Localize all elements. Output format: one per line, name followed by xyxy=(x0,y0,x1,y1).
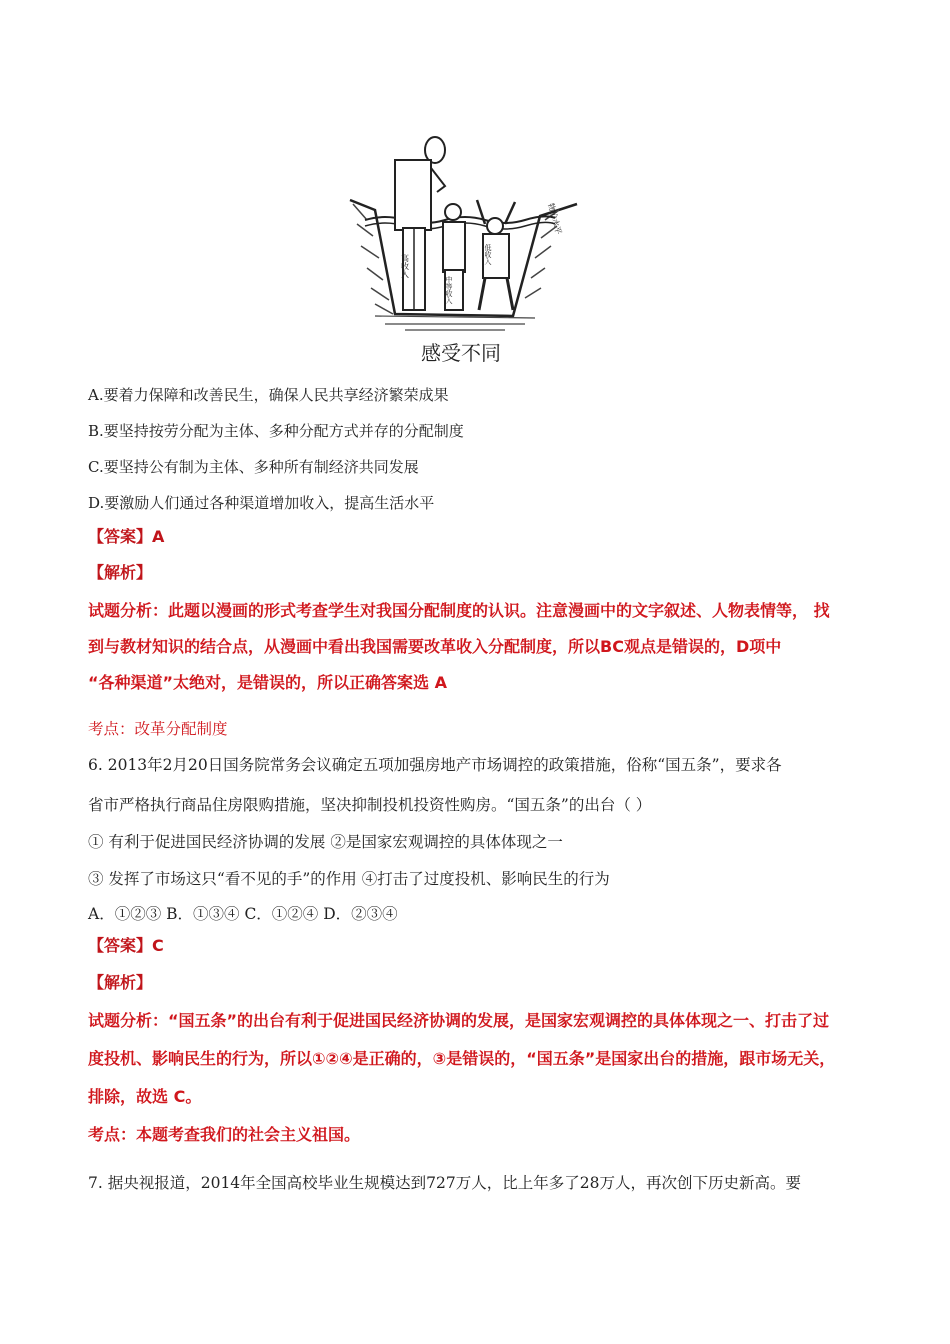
q5-analysis-line-3: “各种渠道”太绝对，是错误的，所以正确答案选 A xyxy=(88,673,447,692)
q5-option-d: D.要激励人们通过各种渠道增加收入，提高生活水平 xyxy=(88,494,435,512)
label-high-income: 高收入 xyxy=(400,254,410,278)
q5-option-a: A.要着力保障和改善民生，确保人民共享经济繁荣成果 xyxy=(88,386,449,404)
q5-analysis-line-2: 到与教材知识的结合点，从漫画中看出我国需要改革收入分配制度，所以BC观点是错误的，D项中 xyxy=(88,637,782,656)
q6-item-line-1: ① 有利于促进国民经济协调的发展 ②是国家宏观调控的具体体现之一 xyxy=(88,833,563,851)
q5-analysis-line-1: 试题分析：此题以漫画的形式考查学生对我国分配制度的认识。注意漫画中的文字叙述、人物表情等， 找 xyxy=(88,601,830,620)
q5-answer: 【答案】A xyxy=(88,527,165,546)
label-price-level: 物价水平 xyxy=(546,202,564,236)
q6-kaodian: 考点：本题考查我们的社会主义祖国。 xyxy=(88,1125,361,1144)
q6-analysis-line-2: 度投机、影响民生的行为，所以①②④是正确的，③是错误的，“国五条”是国家出台的措施，跟市场无关， xyxy=(88,1049,836,1068)
q6-answer: 【答案】C xyxy=(88,936,164,955)
q6-stem-line-1: 6. 2013年2月20日国务院常务会议确定五项加强房地产市场调控的政策措施，俗称“国五条”，要求各 xyxy=(88,756,782,774)
q6-item-line-2: ③ 发挥了市场这只“看不见的手”的作用 ④打击了过度投机、影响民生的行为 xyxy=(88,870,610,888)
cartoon-illustration xyxy=(345,128,585,368)
q5-option-c: C.要坚持公有制为主体、多种所有制经济共同发展 xyxy=(88,458,419,476)
q7-stem-line-1: 7. 据央视报道，2014年全国高校毕业生规模达到727万人，比上年多了28万人，再次创下历史新高。要 xyxy=(88,1174,801,1192)
label-mid-income: 中等收入 xyxy=(445,276,453,304)
q6-stem-line-2: 省市严格执行商品住房限购措施，坚决抑制投机投资性购房。“国五条”的出台（ ） xyxy=(88,796,652,814)
q6-analysis-line-1: 试题分析：“国五条”的出台有利于促进国民经济协调的发展，是国家宏观调控的具体体现之一、打击了过 xyxy=(88,1011,830,1030)
q6-choices: A．①②③ B．①③④ C．①②④ D．②③④ xyxy=(88,905,398,923)
q5-kaodian: 考点：改革分配制度 xyxy=(88,720,228,738)
q6-analysis-tag: 【解析】 xyxy=(88,973,153,992)
cartoon-caption: 感受不同 xyxy=(421,341,501,365)
q6-analysis-line-3: 排除，故选 C。 xyxy=(88,1087,202,1106)
label-low-income: 低收入 xyxy=(484,244,492,265)
q5-option-b: B.要坚持按劳分配为主体、多种分配方式并存的分配制度 xyxy=(88,422,464,440)
q5-analysis-tag: 【解析】 xyxy=(88,563,153,582)
